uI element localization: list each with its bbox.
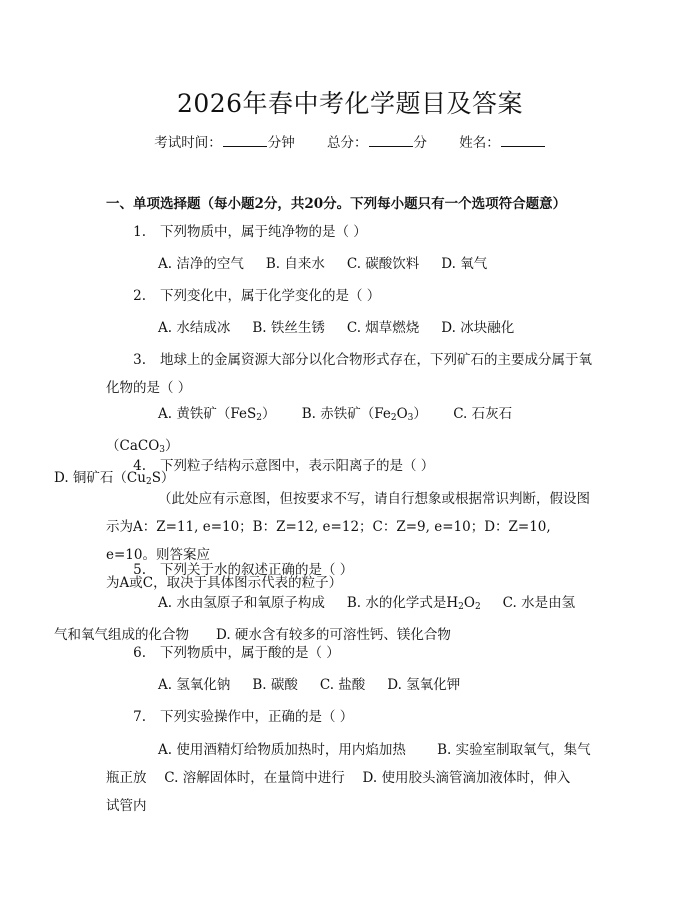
section-heading: 一、单项选择题（每小题2分，共20分。下列每小题只有一个选项符合题意） bbox=[106, 196, 567, 212]
question-2: 2. 下列变化中，属于化学变化的是（ ） bbox=[133, 288, 381, 304]
question-1-options: A. 洁净的空气 B. 自来水 C. 碳酸饮料 D. 氧气 bbox=[158, 256, 488, 272]
question-7-options: A. 使用酒精灯给物质加热时，用内焰加热 B. 实验室制取氧气，集气 瓶正放 C. 溶解固体时，在量筒中进行 D. 使用胶头滴管滴加液体时，伸入 试管内 bbox=[106, 742, 591, 814]
option-c: C. 石灰石（CaCO$_3$） bbox=[106, 406, 513, 455]
question-6-options: A. 氢氧化钠 B. 碳酸 C. 盐酸 D. 氢氧化钾 bbox=[158, 677, 461, 693]
page-title: 2026年春中考化学题目及答案 bbox=[176, 89, 524, 118]
question-4: 4. 下列粒子结构示意图中，表示阳离子的是（ ） bbox=[133, 458, 435, 474]
question-4-note: （此处应有示意图，但按要求不写，请自行想象或根据常识判断，假设图 示为A：Z=11, e=10；B：Z=12, e=12；C：Z=9, e=10；D：Z=10, e=10。则答案应 为A或C，取决于具体图示代表的粒子） bbox=[106, 491, 590, 591]
time-blank bbox=[223, 135, 267, 147]
score-blank bbox=[369, 135, 413, 147]
question-5: 5. 下列关于水的叙述正确的是（ ） bbox=[133, 562, 354, 578]
question-2-options: A. 水结成冰 B. 铁丝生锈 C. 烟草燃烧 D. 冰块融化 bbox=[158, 320, 515, 336]
option-a: A. 黄铁矿（FeS$_2$） bbox=[158, 406, 276, 423]
question-6: 6. 下列物质中，属于酸的是（ ） bbox=[133, 645, 340, 661]
exam-meta bbox=[0, 131, 700, 151]
total-score: 总分： 分 bbox=[327, 135, 427, 151]
question-5-options: A. 水由氢原子和氧原子构成 B. 水的化学式是$H_2O_2$ C. 水是由氢 气和氧气组成的化合物 D. 硬水含有较多的可溶性钙、镁化合物 bbox=[54, 595, 576, 643]
exam-time: 考试时间： 分钟 bbox=[154, 135, 295, 151]
option-d: D. 铜矿石$(Cu_2S)$ bbox=[54, 470, 175, 487]
name-blank bbox=[501, 135, 545, 147]
question-3: 3. 地球上的金属资源大部分以化合物形式存在，下列矿石的主要成分属于氧 化物的是（ ） bbox=[106, 352, 592, 396]
student-name: 姓名： bbox=[459, 135, 546, 151]
question-7: 7. 下列实验操作中，正确的是（ ） bbox=[133, 709, 354, 725]
question-1: 1. 下列物质中，属于纯净物的是（ ） bbox=[133, 224, 367, 240]
option-b: B. 赤铁矿$(Fe_2O_3)$ bbox=[301, 406, 427, 423]
question-3-options bbox=[54, 400, 600, 496]
